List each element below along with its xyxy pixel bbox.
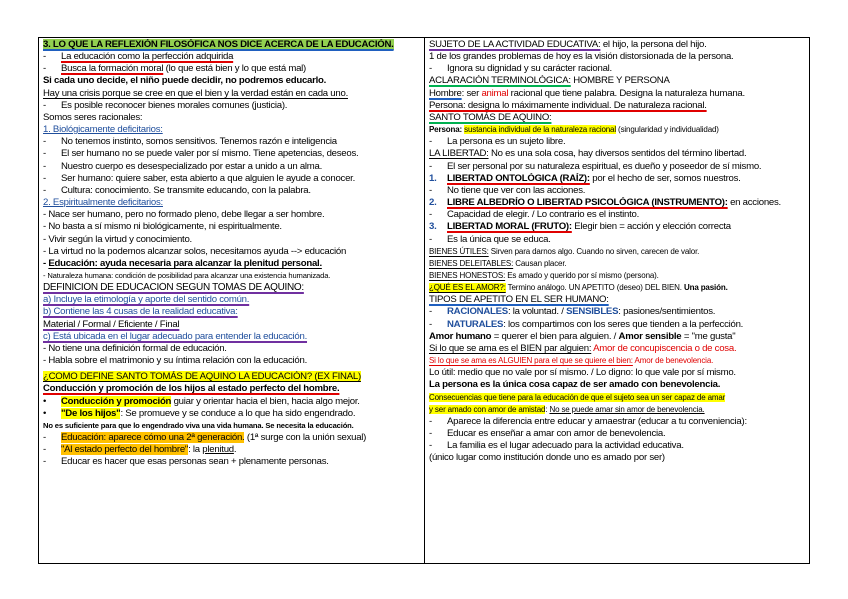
text-line: Hay una crisis porque se cree en que el bien y la verdad están en cada uno. <box>43 87 348 99</box>
text-line <box>43 124 421 136</box>
text-line: • "De los hijos": Se promueve y se conduce a lo que ha sido engendrado. <box>43 407 356 419</box>
section-title-philosophy: 3. LO QUE LA REFLEXIÓN FILOSÓFICA NOS DICE ACERCA DE LA EDUCACIÓN. <box>43 39 394 50</box>
section-title-definition: DEFINICIÓN DE EDUCACIÓN SEGÚN TOMÁS DE AQUINO: <box>43 282 304 294</box>
text-line: BIENES HONESTOS: Es amado y querido por sí mismo (persona). <box>429 270 659 280</box>
text-line: BIENES DELEITABLES: Causan placer. <box>429 258 567 268</box>
text-line: - Nuestro cuerpo es desespecializado por estar a unido a un alma. <box>43 160 323 172</box>
text-line: - Capacidad de elegir. / Lo contrario es el instinto. <box>429 209 640 221</box>
text-line <box>43 88 421 100</box>
text-line: - Ser humano: quiere saber, esta abierto a que alguien le ayude a conocer. <box>43 172 356 184</box>
text-line: Lo útil: medio que no vale por sí mismo. / Lo digno: lo que vale por sí mismo. <box>429 367 736 379</box>
text-line <box>43 282 421 294</box>
text-line: y ser amado con amor de amistad: No se puede amar sin amor de benevolencia. <box>429 404 705 414</box>
text-line: 1. LIBERTAD ONTOLÓGICA (RAÍZ): por el hecho de ser, somos nuestros. <box>429 172 741 184</box>
text-line: - NATURALES: los compartimos con los seres que tienden a la perfección. <box>429 318 744 330</box>
text-line <box>429 112 806 124</box>
text-line: ¿QUÉ ES EL AMOR?: Termino análogo. UN APETITO (deseo) DEL BIEN. Una pasión. <box>429 283 728 293</box>
summary-table <box>38 37 810 564</box>
section-title-appetite: TIPOS DE APETITO EN EL SER HUMANO: <box>429 294 609 306</box>
section-title-aquinas: SANTO TOMÁS DE AQUINO: <box>429 111 552 123</box>
text-line: - RACIONALES: la voluntad. / SENSIBLES: pasiones/sentimientos. <box>429 306 716 318</box>
text-line: BIENES ÚTILES: Sirven para darnos algo. Cuando no sirven, carecen de valor. <box>429 246 700 256</box>
text-line: - Educar es enseñar a amar con amor de benevolencia. <box>429 428 666 439</box>
text-line: a) Incluye la etimología y aporte del sentido común. <box>43 294 250 306</box>
text-line <box>43 39 421 51</box>
text-line: - La persona es un sujeto libre. <box>429 136 566 148</box>
section-title-exam-question: ¿COMO DEFINE SANTO TOMÁS DE AQUINO LA EDUCACIÓN? (EX FINAL) <box>43 371 361 383</box>
right-column <box>424 38 809 563</box>
text-line: Si cada uno decide, el niño puede decidir, no podremos educarlo. <box>43 75 327 87</box>
text-line <box>429 294 806 306</box>
text-line: Conducción y promoción de los hijos al estado perfecto del hombre. <box>43 383 340 395</box>
text-line: Hombre: ser animal racional que tiene palabra. Designa la naturaleza humana. <box>429 87 745 99</box>
text-line: - Es posible reconocer bienes morales comunes (justicia). <box>43 99 288 111</box>
text-line: - "Al estado perfecto del hombre": la plenitud. <box>43 444 237 456</box>
text-line: SUJETO DE LA ACTIVIDAD EDUCATIVA: el hijo, la persona del hijo. <box>429 39 707 50</box>
text-line: LA LIBERTAD: No es una sola cosa, hay diversos sentidos del término libertad. <box>429 148 747 160</box>
text-line: Consecuencias que tiene para la educación de que el sujeto sea un ser capaz de amar <box>429 392 726 402</box>
text-line: - El ser humano no se puede valer por sí mismo. Tiene apetencias, deseos. <box>43 148 359 160</box>
section-title-freedom: LA LIBERTAD: <box>429 148 489 160</box>
text-line: - No tiene que ver con las acciones. <box>429 184 586 196</box>
text-line: - Nace ser humano, pero no formado pleno, debe llegar a ser hombre. <box>43 209 325 221</box>
text-line: - Educación: aparece cómo una 2ª generación. (1ª surge con la unión sexual) <box>43 432 367 443</box>
text-line: Es posible reconocer bienes morales comunes (justicia). <box>61 99 288 111</box>
text-line: - Vivir según la virtud y conocimiento. <box>43 233 192 245</box>
text-line: c) Está ubicada en el lugar adecuado para entender la educación. <box>43 330 308 342</box>
text-line: - Aparece la diferencia entre educar y amaestrar (educar a tu conveniencia): <box>429 415 747 427</box>
text-line: 2. LIBRE ALBEDRÍO O LIBERTAD PSICOLÓGICA (INSTRUMENTO): en acciones. <box>429 197 781 209</box>
text-line: - El ser personal por su naturaleza espiritual, es dueño y poseedor de sí mismo. <box>429 160 762 172</box>
text-line: - Busca la formación moral (lo que está bien y lo que está mal) <box>43 63 306 75</box>
text-line: - Cultura: conocimiento. Se transmite educando, con la palabra. <box>43 184 311 196</box>
text-line: 3. LIBERTAD MORAL (FRUTO): Elegir bien = acción y elección correcta <box>429 221 731 233</box>
text-line: • Conducción y promoción guiar y orientar hacia el bien, hacia algo mejor. <box>43 395 360 407</box>
text-line: Si lo que se ama es ALGUIEN para el que se quiere el bien: Amor de benevolencia. <box>429 356 714 366</box>
text-line: - No basta a sí mismo ni biológicamente, ni espiritualmente. <box>43 221 282 233</box>
text-line: Amor humano = querer el bien para alguien. / Amor sensible = "me gusta" <box>429 330 736 342</box>
text-line <box>43 371 421 383</box>
text-line: - No tiene una definición formal de educación. <box>43 342 227 354</box>
text-line: 1 de los grandes problemas de hoy es la visión distorsionada de la persona. <box>429 51 734 63</box>
text-line: - Educación: ayuda necesaria para alcanzar la plenitud personal. <box>43 257 322 269</box>
text-line: - No tenemos instinto, somos sensitivos. Tenemos razón e inteligencia <box>43 136 337 148</box>
text-line: - Naturaleza humana: condición de posibilidad para alcanzar una existencia humanizada. <box>43 270 331 280</box>
text-line: - Habla sobre el matrimonio y su íntima relación con la educación. <box>43 355 307 367</box>
text-line <box>43 197 421 209</box>
text-line: ACLARACIÓN TERMINOLÓGICA: HOMBRE Y PERSONA <box>429 75 670 87</box>
text-line: Persona: sustancia individual de la naturaleza racional (singularidad y individualidad) <box>429 125 719 135</box>
text-line: - La familia es el lugar adecuado para la actividad educativa. <box>429 440 684 452</box>
text-line: - Ignora su dignidad y su carácter racional. <box>429 63 612 75</box>
text-line: Persona: designa lo máximamente individual. De naturaleza racional. <box>429 99 707 111</box>
text-line: La persona es la única cosa capaz de ser amado con benevolencia. <box>429 379 721 391</box>
text-line: b) Contiene las 4 cusas de la realidad educativa: <box>43 306 238 318</box>
section-title-terminology: ACLARACIÓN TERMINOLÓGICA: <box>429 75 571 87</box>
section-title-subject: SUJETO DE LA ACTIVIDAD EDUCATIVA: <box>429 39 601 50</box>
text-line: Si lo que se ama es el BIEN par alguien: Amor de concupiscencia o de cosa. <box>429 342 737 354</box>
text-line: No es suficiente para que lo engendrado viva una vida humana. Se necesita la educación. <box>43 420 354 430</box>
text-line: - La educación como la perfección adquirida <box>43 51 234 63</box>
subsection-title: 1. Biológicamente deficitarios: <box>43 124 163 136</box>
text-line: - Es la única que se educa. <box>429 233 551 245</box>
subsection-title: 2. Espiritualmente deficitarios: <box>43 197 163 209</box>
text-line: - La virtud no la podemos alcanzar solos, necesitamos ayuda --> educación <box>43 245 347 257</box>
text-line: La educación como la perfección adquirida <box>61 51 234 63</box>
text-line: - Educar es hacer que esas personas sean + plenamente personas. <box>43 456 329 468</box>
text-line: Material / Formal / Eficiente / Final <box>43 318 180 330</box>
left-column <box>39 38 424 563</box>
text-line: (único lugar como institución donde uno es amado por ser) <box>429 452 665 464</box>
text-line: Somos seres racionales: <box>43 111 143 123</box>
